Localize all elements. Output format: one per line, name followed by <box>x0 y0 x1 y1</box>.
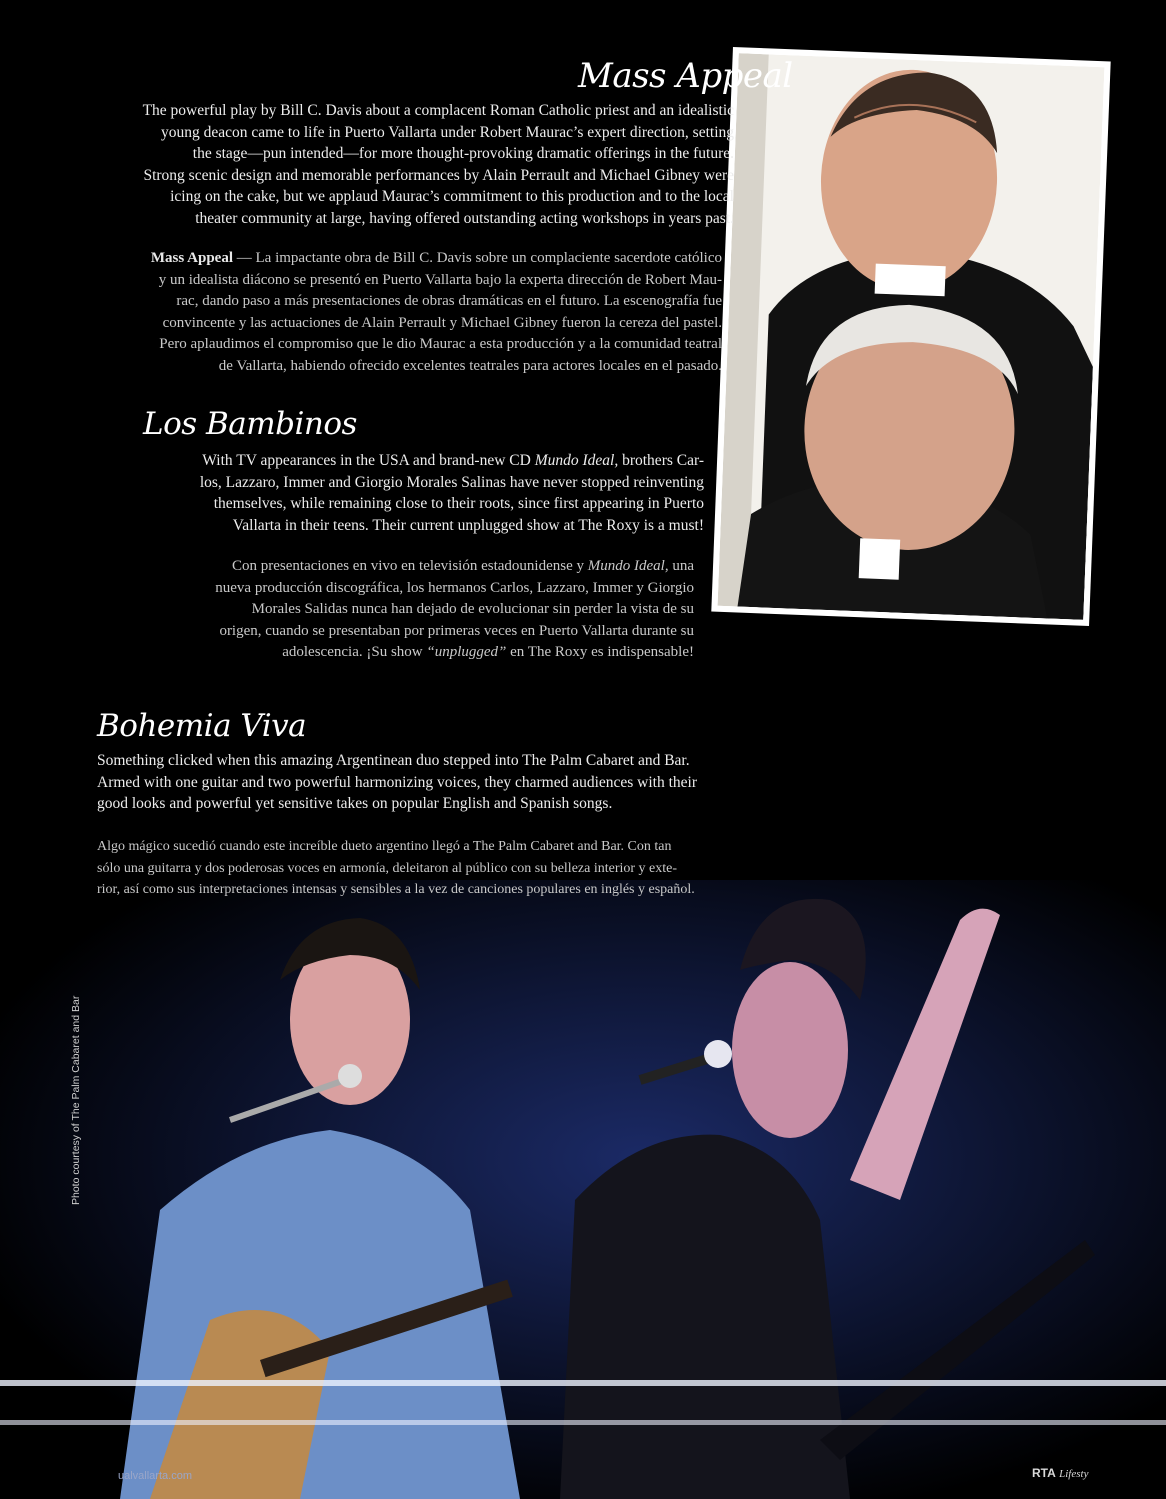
mass-appeal-lead: Mass Appeal <box>150 250 233 266</box>
text-line: theater community at large, having offered outstanding acting workshops in years past. <box>195 209 734 227</box>
text-line <box>140 450 704 472</box>
bohemia-viva-spanish <box>97 836 777 901</box>
los-bambinos-spanish <box>130 556 694 664</box>
text-span: brothers Car- <box>618 452 704 469</box>
priests-photo <box>711 47 1110 626</box>
footer-magazine-name <box>1032 1466 1088 1480</box>
concert-illustration <box>0 880 1166 1499</box>
text-line: rac, dando paso a más presentaciones de obras dramáticas en el futuro. La escenografía fue <box>176 293 722 309</box>
text-line: themselves, while remaining close to their roots, since first appearing in Puerto <box>213 495 704 512</box>
text-span: With TV appearances in the USA and brand-new CD <box>202 452 535 469</box>
text-line: icing on the cake, but we applaud Maurac’s commitment to this production and to the local <box>170 188 734 205</box>
text-line: de Vallarta, habiendo ofrecido excelentes teatrales para actores locales en el pasado. <box>218 357 722 374</box>
text-span: una <box>668 558 694 574</box>
text-line: Pero aplaudimos el compromiso que le dio Maurac a esta producción y a la comunidad teatral <box>159 336 722 352</box>
text-line <box>130 556 694 578</box>
los-bambinos-english <box>140 450 704 536</box>
text-line: the stage—pun intended—for more thought-provoking dramatic offerings in the future. <box>192 145 734 162</box>
text-line <box>60 248 722 270</box>
text-line: rior, así como sus interpretaciones intensas y sensibles a la vez de canciones populares en inglés y español. <box>97 882 695 897</box>
text-line: good looks and powerful yet sensitive takes on popular English and Spanish songs. <box>97 795 613 812</box>
text-span: — La impactante obra de Bill C. Davis sobre un complaciente sacerdote católico <box>233 250 722 266</box>
priests-illustration <box>718 53 1105 620</box>
photo-credit: Photo courtesy of The Palm Cabaret and Bar <box>70 995 82 1205</box>
text-span: “unplugged” <box>426 644 507 660</box>
los-bambinos-heading: Los Bambinos <box>143 406 357 442</box>
mass-appeal-heading: Mass Appeal <box>578 56 793 96</box>
text-line: Something clicked when this amazing Argentinean duo stepped into The Palm Cabaret and Bar. <box>97 752 690 769</box>
text-span: adolescencia. ¡Su show <box>282 644 427 660</box>
text-line: nueva producción discográfica, los hermanos Carlos, Lazzaro, Immer y Giorgio <box>215 579 694 596</box>
footer-website: ualvallarta.com <box>118 1470 192 1482</box>
text-line: Algo mágico sucedió cuando este increíble dueto argentino llegó a The Palm Cabaret and Bar. Con tan <box>97 839 672 854</box>
text-line: Morales Salidas nunca han dejado de evolucionar sin perder la vista de su <box>251 601 694 617</box>
footer-magazine-italic: Lifesty <box>1059 1468 1089 1480</box>
album-title: Mundo Ideal, <box>534 452 619 469</box>
text-line: los, Lazzaro, Immer and Giorgio Morales Salinas have never stopped reinventing <box>199 473 704 491</box>
text-line: The powerful play by Bill C. Davis about a complacent Roman Catholic priest and an idealistic <box>142 102 734 119</box>
text-span: Con presentaciones en vivo en televisión estadounidense y <box>232 558 588 574</box>
mass-appeal-english <box>70 100 734 229</box>
concert-photo <box>0 880 1166 1499</box>
text-line: Armed with one guitar and two powerful harmonizing voices, they charmed audiences with their <box>97 773 698 791</box>
text-line: Vallarta in their teens. Their current unplugged show at The Roxy is a must! <box>232 516 704 534</box>
bohemia-viva-english <box>97 750 777 815</box>
text-line <box>130 642 694 664</box>
footer-magazine-bold: RTA <box>1032 1466 1056 1480</box>
text-line: young deacon came to life in Puerto Vallarta under Robert Maurac’s expert direction, setting <box>160 123 734 141</box>
text-line: convincente y las actuaciones de Alain Perrault y Michael Gibney fueron la cereza del pastel. <box>162 314 722 331</box>
bohemia-viva-heading: Bohemia Viva <box>97 708 307 744</box>
text-span: en The Roxy es indispensable! <box>506 644 694 660</box>
text-line: y un idealista diácono se presentó en Puerto Vallarta bajo la experta dirección de Robert Mau- <box>158 271 722 288</box>
mass-appeal-spanish <box>60 248 722 377</box>
text-line: Strong scenic design and memorable performances by Alain Perrault and Michael Gibney were <box>143 166 734 184</box>
album-title: Mundo Ideal, <box>587 558 669 574</box>
text-line: origen, cuando se presentaban por primeras veces en Puerto Vallarta durante su <box>219 622 694 639</box>
text-line: sólo una guitarra y dos poderosas voces en armonía, deleitaron al público con su belleza interior y exte- <box>97 860 678 876</box>
